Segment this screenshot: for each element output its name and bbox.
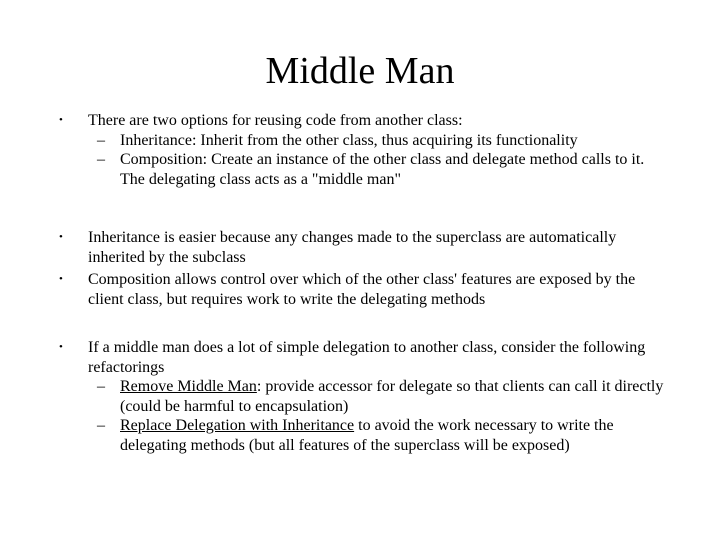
bullet-item	[0, 270, 720, 309]
bullet-text: Inheritance is easier because any changes made to the superclass are automatically inherited by the subclass	[88, 229, 617, 266]
refactoring-description: to avoid the work necessary to write the delegating methods (but all features of the superclass will be exposed)	[120, 417, 614, 454]
sub-item	[0, 416, 720, 455]
dash-icon: –	[97, 378, 105, 395]
refactoring-link-remove-middle-man[interactable]: Remove Middle Man	[120, 378, 257, 395]
refactoring-description: : provide accessor for delegate so that clients can call it directly (could be harmful to encapsulation)	[120, 378, 664, 415]
bullet-text: Composition allows control over which of the other class' features are exposed by the client class, but requires work to write the delegating methods	[88, 271, 636, 308]
bullet-icon: •	[59, 341, 63, 353]
bullet-text: If a middle man does a lot of simple delegation to another class, consider the following refactorings	[88, 339, 646, 376]
dash-icon: –	[97, 151, 105, 168]
sub-item-text	[120, 416, 665, 455]
bullet-group-comparison	[0, 228, 720, 309]
sub-item	[0, 150, 720, 189]
sub-item-text	[120, 377, 665, 416]
bullet-item	[0, 338, 720, 377]
sub-item	[0, 377, 720, 416]
refactoring-link-replace-delegation[interactable]: Replace Delegation with Inheritance	[120, 417, 355, 434]
sub-item-text: Composition: Create an instance of the other class and delegate method calls to it. The delegating class acts as a "middle man"	[120, 151, 645, 188]
dash-icon: –	[97, 131, 105, 149]
bullet-icon: •	[59, 273, 63, 285]
bullet-icon: •	[59, 114, 63, 126]
bullet-icon: •	[59, 231, 63, 243]
sub-item-text: Inheritance: Inherit from the other class, thus acquiring its functionality	[120, 131, 578, 149]
bullet-item	[0, 228, 720, 267]
bullet-text: There are two options for reusing code from another class:	[88, 112, 463, 129]
slide-title: Middle Man	[265, 50, 455, 92]
bullet-group-refactorings	[0, 338, 720, 455]
bullet-item	[0, 111, 720, 131]
sub-item	[0, 131, 720, 151]
bullet-group-reuse-options	[0, 111, 720, 189]
dash-icon: –	[97, 417, 105, 434]
